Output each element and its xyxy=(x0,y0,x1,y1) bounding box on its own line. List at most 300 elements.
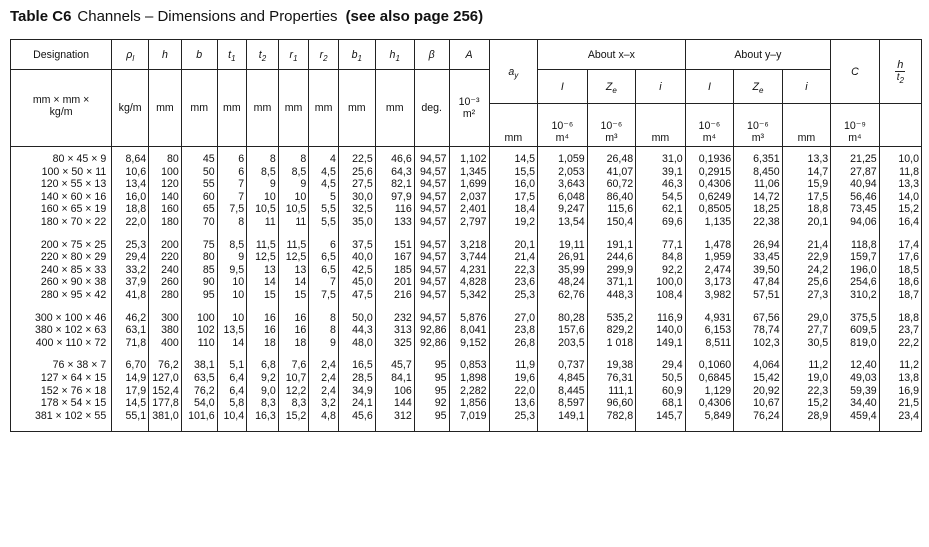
value-cell: 19,6 xyxy=(489,372,538,385)
value-cell: 11,2 xyxy=(782,359,831,372)
value-cell: 16,0 xyxy=(112,191,149,204)
value-cell: 10,5 xyxy=(278,203,309,216)
value-cell: 8,5 xyxy=(247,166,279,179)
unit-beta: deg. xyxy=(414,70,449,147)
value-cell: 6,5 xyxy=(309,264,339,277)
value-cell: 54,0 xyxy=(181,397,217,410)
value-cell: 92,86 xyxy=(414,324,449,337)
value-cell: 40,0 xyxy=(338,251,375,264)
value-cell: 159,7 xyxy=(831,251,880,264)
spacer-cell xyxy=(538,302,588,312)
table-row xyxy=(11,251,922,264)
value-cell: 50 xyxy=(181,166,217,179)
value-cell: 92,2 xyxy=(636,264,686,277)
value-cell: 116 xyxy=(375,203,414,216)
spacer-cell xyxy=(338,229,375,239)
value-cell: 7 xyxy=(217,191,247,204)
spacer-cell xyxy=(375,302,414,312)
value-cell: 7 xyxy=(309,276,339,289)
value-cell: 2,797 xyxy=(449,216,489,229)
value-cell: 94,57 xyxy=(414,147,449,166)
value-cell: 5,849 xyxy=(685,410,734,423)
spacer-cell xyxy=(734,422,783,432)
value-cell: 13,3 xyxy=(782,147,831,166)
value-cell: 12,5 xyxy=(247,251,279,264)
value-cell: 157,6 xyxy=(538,324,588,337)
value-cell: 76,2 xyxy=(181,385,217,398)
value-cell: 64,3 xyxy=(375,166,414,179)
value-cell: 2,053 xyxy=(538,166,588,179)
value-cell: 65 xyxy=(181,203,217,216)
col-area: A xyxy=(449,40,489,70)
value-cell: 11,8 xyxy=(879,166,921,179)
value-cell: 94,57 xyxy=(414,178,449,191)
value-cell: 9 xyxy=(278,178,309,191)
value-cell: 371,1 xyxy=(587,276,636,289)
spacer-cell xyxy=(309,349,339,359)
value-cell: 25,3 xyxy=(112,239,149,252)
value-cell: 14 xyxy=(217,337,247,350)
value-cell: 31,0 xyxy=(636,147,686,166)
value-cell: 21,5 xyxy=(879,397,921,410)
value-cell: 47,5 xyxy=(338,289,375,302)
value-cell: 78,74 xyxy=(734,324,783,337)
spacer-cell xyxy=(782,302,831,312)
value-cell: 3,2 xyxy=(309,397,339,410)
spacer-cell xyxy=(449,229,489,239)
value-cell: 45,7 xyxy=(375,359,414,372)
value-cell: 45 xyxy=(181,147,217,166)
value-cell: 13,54 xyxy=(538,216,588,229)
designation-cell: 260 × 90 × 38 xyxy=(11,276,112,289)
value-cell: 94,57 xyxy=(414,251,449,264)
value-cell: 4,064 xyxy=(734,359,783,372)
col-designation: Designation xyxy=(11,40,112,70)
designation-cell: 200 × 75 × 25 xyxy=(11,239,112,252)
table-row xyxy=(11,324,922,337)
value-cell: 100,0 xyxy=(636,276,686,289)
value-cell: 41,07 xyxy=(587,166,636,179)
designation-units: mm × mm × kg/m xyxy=(11,70,112,147)
table-row xyxy=(11,191,922,204)
unit-t1: mm xyxy=(217,70,247,147)
unit-rho: kg/m xyxy=(112,70,149,147)
value-cell: 17,6 xyxy=(879,251,921,264)
designation-cell: 240 × 85 × 33 xyxy=(11,264,112,277)
spacer-cell xyxy=(879,349,921,359)
value-cell: 20,92 xyxy=(734,385,783,398)
table-row xyxy=(11,337,922,350)
value-cell: 20,1 xyxy=(489,239,538,252)
h-over-t2-fraction: $\frac{h}{t_2}$ xyxy=(896,59,904,85)
value-cell: 48,24 xyxy=(538,276,588,289)
value-cell: 94,57 xyxy=(414,216,449,229)
table-row xyxy=(11,239,922,252)
col-beta: β xyxy=(414,40,449,70)
value-cell: 4,8 xyxy=(309,410,339,423)
spacer-cell xyxy=(489,302,538,312)
value-cell: 63,5 xyxy=(181,372,217,385)
col-ix: i xyxy=(636,70,686,104)
value-cell: 313 xyxy=(375,324,414,337)
value-cell: 15 xyxy=(247,289,279,302)
value-cell: 59,39 xyxy=(831,385,880,398)
value-cell: 11 xyxy=(278,216,309,229)
value-cell: 13,8 xyxy=(879,372,921,385)
value-cell: 4,5 xyxy=(309,178,339,191)
value-cell: 16,5 xyxy=(338,359,375,372)
value-cell: 8,450 xyxy=(734,166,783,179)
value-cell: 10 xyxy=(217,289,247,302)
value-cell: 57,51 xyxy=(734,289,783,302)
value-cell: 10 xyxy=(217,312,247,325)
value-cell: 2,401 xyxy=(449,203,489,216)
value-cell: 33,2 xyxy=(112,264,149,277)
spacer-cell xyxy=(538,422,588,432)
value-cell: 40,94 xyxy=(831,178,880,191)
value-cell: 254,6 xyxy=(831,276,880,289)
value-cell: 27,87 xyxy=(831,166,880,179)
value-cell: 9,2 xyxy=(247,372,279,385)
value-cell: 8,64 xyxy=(112,147,149,166)
value-cell: 17,4 xyxy=(879,239,921,252)
value-cell: 111,1 xyxy=(587,385,636,398)
spacer-cell xyxy=(414,229,449,239)
value-cell: 4 xyxy=(309,147,339,166)
value-cell: 22,3 xyxy=(782,385,831,398)
value-cell: 2,4 xyxy=(309,372,339,385)
unit-Iy: 10⁻⁶ m⁴ xyxy=(685,104,734,147)
value-cell: 13,5 xyxy=(217,324,247,337)
value-cell: 16 xyxy=(247,324,279,337)
value-cell: 27,3 xyxy=(782,289,831,302)
unit-C: 10⁻⁹ m⁴ xyxy=(831,104,880,147)
table-row xyxy=(11,178,922,191)
designation-cell: 100 × 50 × 11 xyxy=(11,166,112,179)
value-cell: 535,2 xyxy=(587,312,636,325)
value-cell: 1,059 xyxy=(538,147,588,166)
spacer-cell xyxy=(538,349,588,359)
value-cell: 381,0 xyxy=(149,410,182,423)
spacer-cell xyxy=(11,302,112,312)
spacer-cell xyxy=(149,229,182,239)
unit-iy: mm xyxy=(782,104,831,147)
value-cell: 26,91 xyxy=(538,251,588,264)
value-cell: 149,1 xyxy=(538,410,588,423)
value-cell: 14,5 xyxy=(489,147,538,166)
value-cell: 16,0 xyxy=(489,178,538,191)
value-cell: 19,0 xyxy=(782,372,831,385)
table-row xyxy=(11,312,922,325)
value-cell: 62,76 xyxy=(538,289,588,302)
value-cell: 25,6 xyxy=(782,276,831,289)
value-cell: 0,4306 xyxy=(685,178,734,191)
value-cell: 459,4 xyxy=(831,410,880,423)
spacer-cell xyxy=(375,229,414,239)
value-cell: 30,0 xyxy=(338,191,375,204)
value-cell: 7 xyxy=(217,178,247,191)
value-cell: 115,6 xyxy=(587,203,636,216)
value-cell: 200 xyxy=(149,239,182,252)
spacer-cell xyxy=(309,422,339,432)
value-cell: 23,7 xyxy=(879,324,921,337)
value-cell: 82,1 xyxy=(375,178,414,191)
value-cell: 0,8505 xyxy=(685,203,734,216)
value-cell: 6 xyxy=(217,147,247,166)
value-cell: 22,38 xyxy=(734,216,783,229)
value-cell: 11,06 xyxy=(734,178,783,191)
value-cell: 84,8 xyxy=(636,251,686,264)
unit-Zx: 10⁻⁶ m³ xyxy=(587,104,636,147)
value-cell: 13 xyxy=(247,264,279,277)
value-cell: 150,4 xyxy=(587,216,636,229)
value-cell: 16 xyxy=(247,312,279,325)
value-cell: 94,06 xyxy=(831,216,880,229)
table-body xyxy=(11,147,922,432)
value-cell: 42,5 xyxy=(338,264,375,277)
value-cell: 80 xyxy=(181,251,217,264)
spacer-cell xyxy=(112,349,149,359)
value-cell: 6,70 xyxy=(112,359,149,372)
spacer-cell xyxy=(831,229,880,239)
value-cell: 80 xyxy=(149,147,182,166)
value-cell: 100 xyxy=(181,312,217,325)
value-cell: 4,845 xyxy=(538,372,588,385)
value-cell: 46,3 xyxy=(636,178,686,191)
spacer-cell xyxy=(636,422,686,432)
value-cell: 6,5 xyxy=(309,251,339,264)
value-cell: 26,94 xyxy=(734,239,783,252)
value-cell: 1,856 xyxy=(449,397,489,410)
value-cell: 0,4306 xyxy=(685,397,734,410)
value-cell: 35,99 xyxy=(538,264,588,277)
value-cell: 1,898 xyxy=(449,372,489,385)
spacer-cell xyxy=(636,349,686,359)
value-cell: 60 xyxy=(181,191,217,204)
spacer-cell xyxy=(11,349,112,359)
value-cell: 203,5 xyxy=(538,337,588,350)
value-cell: 108,4 xyxy=(636,289,686,302)
unit-b: mm xyxy=(181,70,217,147)
value-cell: 260 xyxy=(149,276,182,289)
value-cell: 140,0 xyxy=(636,324,686,337)
value-cell: 95 xyxy=(414,410,449,423)
value-cell: 244,6 xyxy=(587,251,636,264)
spacer-cell xyxy=(587,302,636,312)
value-cell: 94,57 xyxy=(414,289,449,302)
col-r2: $r_2$ xyxy=(309,40,339,70)
value-cell: 10,5 xyxy=(247,203,279,216)
value-cell: 26,48 xyxy=(587,147,636,166)
value-cell: 84,1 xyxy=(375,372,414,385)
designation-cell: 160 × 65 × 19 xyxy=(11,203,112,216)
value-cell: 95 xyxy=(414,359,449,372)
value-cell: 10,0 xyxy=(879,147,921,166)
value-cell: 8 xyxy=(247,147,279,166)
designation-cell: 280 × 95 × 42 xyxy=(11,289,112,302)
value-cell: 49,03 xyxy=(831,372,880,385)
value-cell: 16 xyxy=(278,324,309,337)
value-cell: 41,8 xyxy=(112,289,149,302)
col-ay: $a_y$ xyxy=(489,40,538,104)
value-cell: 1 018 xyxy=(587,337,636,350)
value-cell: 232 xyxy=(375,312,414,325)
value-cell: 10 xyxy=(247,191,279,204)
spacer-cell xyxy=(831,349,880,359)
value-cell: 3,643 xyxy=(538,178,588,191)
unit-ix: mm xyxy=(636,104,686,147)
value-cell: 13 xyxy=(278,264,309,277)
spacer-cell xyxy=(181,229,217,239)
value-cell: 45,0 xyxy=(338,276,375,289)
table-row xyxy=(11,397,922,410)
value-cell: 63,1 xyxy=(112,324,149,337)
unit-b1: mm xyxy=(338,70,375,147)
spacer-cell xyxy=(278,349,309,359)
value-cell: 5,1 xyxy=(217,359,247,372)
value-cell: 85 xyxy=(181,264,217,277)
value-cell: 17,9 xyxy=(112,385,149,398)
value-cell: 8,3 xyxy=(247,397,279,410)
designation-cell: 140 × 60 × 16 xyxy=(11,191,112,204)
value-cell: 22,0 xyxy=(112,216,149,229)
value-cell: 4,828 xyxy=(449,276,489,289)
designation-cell: 80 × 45 × 9 xyxy=(11,147,112,166)
value-cell: 101,6 xyxy=(181,410,217,423)
spacer-cell xyxy=(414,302,449,312)
value-cell: 8,3 xyxy=(278,397,309,410)
col-h: h xyxy=(149,40,182,70)
designation-cell: 120 × 55 × 13 xyxy=(11,178,112,191)
group-spacer xyxy=(11,302,922,312)
spacer-cell xyxy=(217,349,247,359)
value-cell: 75 xyxy=(181,239,217,252)
spacer-cell xyxy=(278,302,309,312)
value-cell: 12,2 xyxy=(278,385,309,398)
group-about-yy: About y–y xyxy=(685,40,831,70)
unit-Ix: 10⁻⁶ m⁴ xyxy=(538,104,588,147)
col-iy: i xyxy=(782,70,831,104)
value-cell: 11,2 xyxy=(879,359,921,372)
value-cell: 0,853 xyxy=(449,359,489,372)
value-cell: 160 xyxy=(149,203,182,216)
spacer-cell xyxy=(217,229,247,239)
value-cell: 102,3 xyxy=(734,337,783,350)
see-also-note: (see also page 256) xyxy=(345,8,484,25)
spacer-cell xyxy=(831,422,880,432)
value-cell: 0,1936 xyxy=(685,147,734,166)
table-row xyxy=(11,203,922,216)
col-Zy: $Z_e$ xyxy=(734,70,783,104)
value-cell: 12,5 xyxy=(278,251,309,264)
value-cell: 15,2 xyxy=(782,397,831,410)
spacer-cell xyxy=(831,302,880,312)
table-row xyxy=(11,410,922,423)
unit-Zy: 10⁻⁶ m³ xyxy=(734,104,783,147)
value-cell: 1,102 xyxy=(449,147,489,166)
col-Iy: I xyxy=(685,70,734,104)
value-cell: 8,041 xyxy=(449,324,489,337)
value-cell: 8 xyxy=(309,324,339,337)
value-cell: 39,1 xyxy=(636,166,686,179)
col-t2: $t_2$ xyxy=(247,40,279,70)
value-cell: 9,5 xyxy=(217,264,247,277)
value-cell: 133 xyxy=(375,216,414,229)
value-cell: 37,9 xyxy=(112,276,149,289)
table-row xyxy=(11,264,922,277)
value-cell: 819,0 xyxy=(831,337,880,350)
value-cell: 7,6 xyxy=(278,359,309,372)
unit-h-over-t2 xyxy=(879,104,921,147)
value-cell: 0,6249 xyxy=(685,191,734,204)
value-cell: 20,1 xyxy=(782,216,831,229)
value-cell: 54,5 xyxy=(636,191,686,204)
spacer-cell xyxy=(636,229,686,239)
value-cell: 191,1 xyxy=(587,239,636,252)
value-cell: 0,1060 xyxy=(685,359,734,372)
table-row xyxy=(11,166,922,179)
group-spacer xyxy=(11,349,922,359)
designation-cell: 300 × 100 × 46 xyxy=(11,312,112,325)
spacer-cell xyxy=(782,349,831,359)
value-cell: 55,1 xyxy=(112,410,149,423)
value-cell: 149,1 xyxy=(636,337,686,350)
value-cell: 18,25 xyxy=(734,203,783,216)
value-cell: 24,1 xyxy=(338,397,375,410)
value-cell: 118,8 xyxy=(831,239,880,252)
value-cell: 15,42 xyxy=(734,372,783,385)
value-cell: 6,8 xyxy=(247,359,279,372)
value-cell: 13,4 xyxy=(112,178,149,191)
value-cell: 8 xyxy=(278,147,309,166)
value-cell: 1,478 xyxy=(685,239,734,252)
value-cell: 144 xyxy=(375,397,414,410)
spacer-cell xyxy=(338,302,375,312)
value-cell: 22,9 xyxy=(782,251,831,264)
value-cell: 375,5 xyxy=(831,312,880,325)
value-cell: 14 xyxy=(278,276,309,289)
value-cell: 96,60 xyxy=(587,397,636,410)
spacer-cell xyxy=(338,349,375,359)
value-cell: 8,5 xyxy=(217,239,247,252)
group-spacer xyxy=(11,229,922,239)
value-cell: 67,56 xyxy=(734,312,783,325)
designation-cell: 178 × 54 × 15 xyxy=(11,397,112,410)
value-cell: 94,57 xyxy=(414,203,449,216)
spacer-cell xyxy=(449,302,489,312)
spacer-cell xyxy=(449,422,489,432)
designation-cell: 400 × 110 × 72 xyxy=(11,337,112,350)
value-cell: 609,5 xyxy=(831,324,880,337)
value-cell: 3,173 xyxy=(685,276,734,289)
spacer-cell xyxy=(278,229,309,239)
value-cell: 29,4 xyxy=(112,251,149,264)
value-cell: 6 xyxy=(217,166,247,179)
value-cell: 27,5 xyxy=(338,178,375,191)
spacer-cell xyxy=(782,229,831,239)
col-b1: $b_1$ xyxy=(338,40,375,70)
value-cell: 19,38 xyxy=(587,359,636,372)
col-b: b xyxy=(181,40,217,70)
table-end-spacer xyxy=(11,422,922,432)
unit-t2: mm xyxy=(247,70,279,147)
value-cell: 92,86 xyxy=(414,337,449,350)
value-cell: 280 xyxy=(149,289,182,302)
value-cell: 6,351 xyxy=(734,147,783,166)
value-cell: 23,6 xyxy=(489,276,538,289)
value-cell: 10,4 xyxy=(217,410,247,423)
value-cell: 310,2 xyxy=(831,289,880,302)
